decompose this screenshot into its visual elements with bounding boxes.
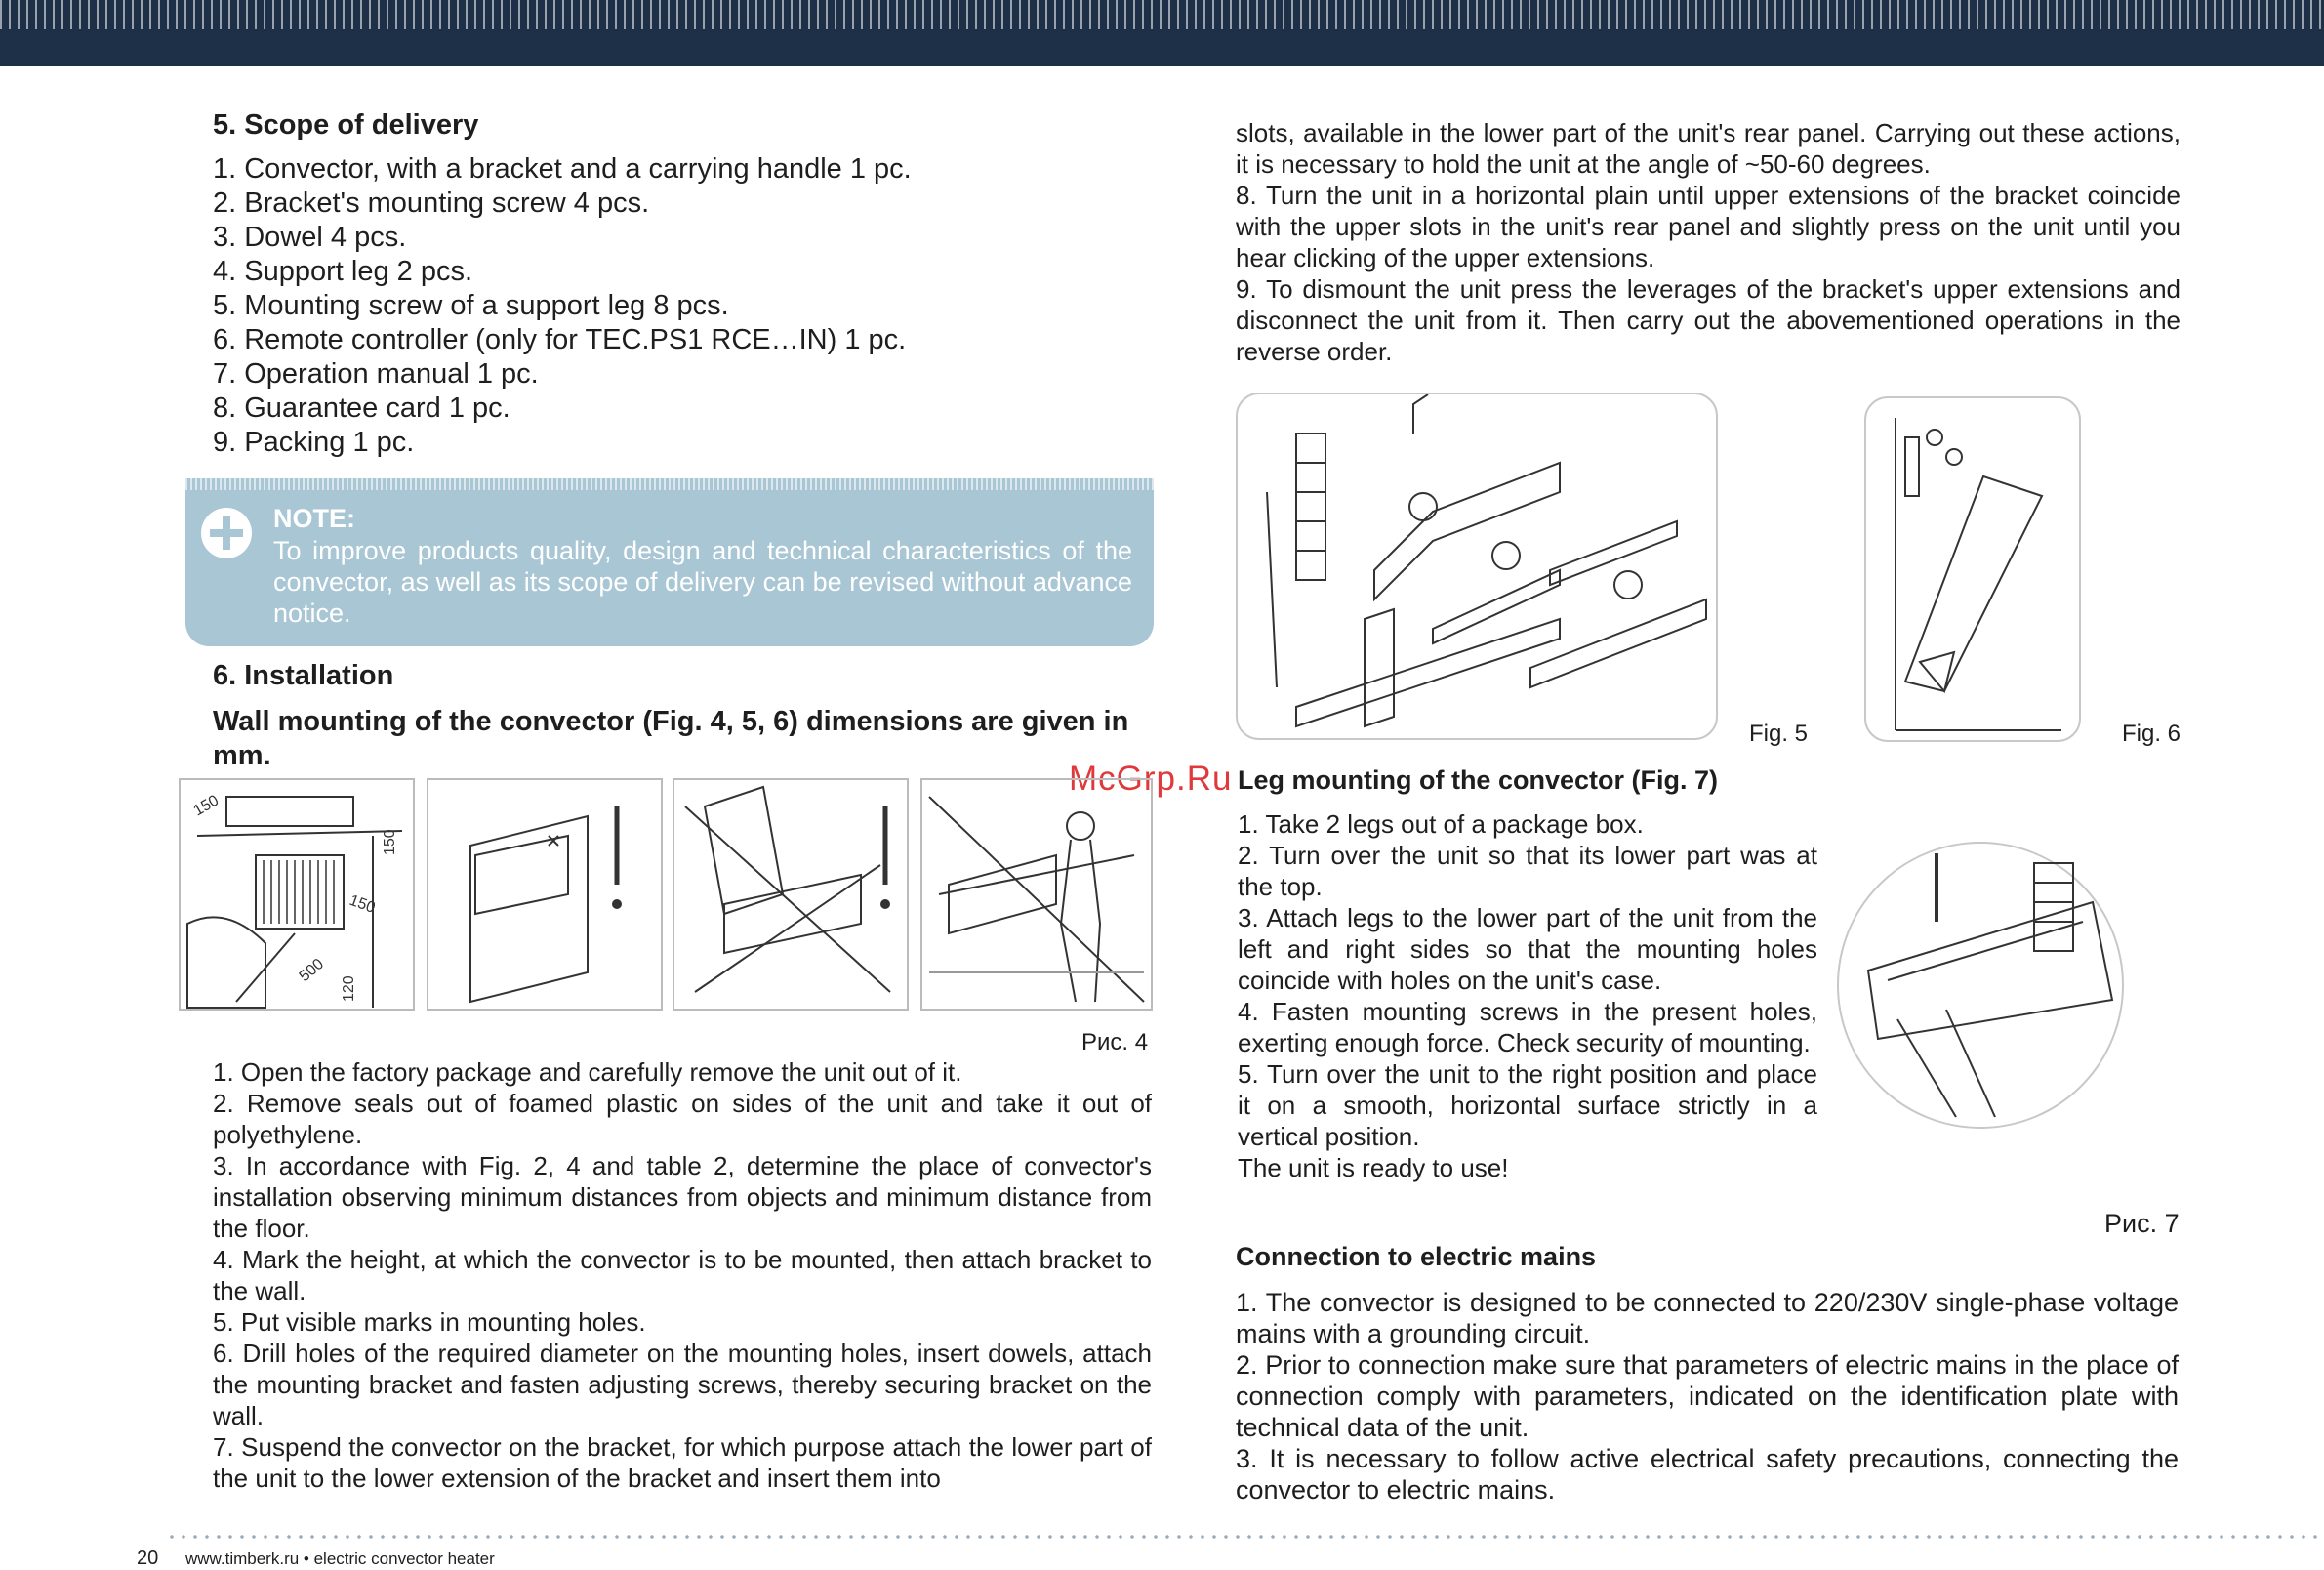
section6-subtitle: Wall mounting of the convector (Fig. 4, 5, 6) dimensions are given in mm. (213, 706, 1129, 771)
delivery-list (213, 152, 912, 460)
fig7-illustration (1837, 842, 2124, 1129)
step: 4. Mark the height, at which the convector is to be mounted, then attach bracket to the wall. (213, 1245, 1152, 1305)
step: 3. It is necessary to follow active electrical safety precautions, connecting the convector to electric mains. (1236, 1444, 2179, 1505)
list-item: 4. Support leg 2 pcs. (213, 256, 472, 287)
plus-icon (201, 508, 252, 558)
list-item: 3. Dowel 4 pcs. (213, 222, 407, 253)
dimension-label: 120 (341, 975, 357, 1002)
step: 3. In accordance with Fig. 2, 4 and table 2, determine the place of convector's installation observing minimum distances from objects and minimum distance from the floor. (213, 1151, 1152, 1243)
step: 2. Prior to connection make sure that parameters of electric mains in the place of connection comply with parameters, indicated on the identification plate with technical data of the unit. (1236, 1350, 2179, 1442)
installation-steps-continued (1236, 117, 2181, 367)
note-text: To improve products quality, design and technical characteristics of the convector, as well as its scope of delivery can be revised without advance notice. (273, 536, 1132, 628)
section5-title: 5. Scope of delivery (213, 109, 479, 141)
step: 9. To dismount the unit press the leverages of the bracket's upper extensions and disconnect the unit from it. Then carry out the abovementioned operations in the reverse order. (1236, 274, 2181, 366)
list-item: 7. Operation manual 1 pc. (213, 358, 539, 390)
list-item: 5. Mounting screw of a support leg 8 pcs. (213, 290, 729, 321)
step: 6. Drill holes of the required diameter on the mounting holes, insert dowels, attach the mounting bracket and fasten adjusting screws, thereby securing bracket on the wall. (213, 1339, 1152, 1430)
dimension-label: 500 (296, 955, 328, 986)
leg-mounting-steps (1238, 808, 1817, 1183)
step: 5. Put visible marks in mounting holes. (213, 1307, 646, 1337)
section6-title: 6. Installation (213, 660, 394, 691)
fig4-illustration (178, 777, 1154, 1012)
dimension-label: 150 (190, 792, 223, 820)
step: 7. Suspend the convector on the bracket, for which purpose attach the lower part of the unit to the lower extension of the bracket and insert them into (213, 1432, 1152, 1493)
step: The unit is ready to use! (1238, 1153, 1509, 1182)
step: 1. Take 2 legs out of a package box. (1238, 809, 1644, 839)
step: 2. Turn over the unit so that its lower part was at the top. (1238, 841, 1817, 901)
note-title: NOTE: (273, 504, 355, 533)
top-header-bar (0, 0, 2324, 66)
footer-text: www.timberk.ru • electric convector heater (185, 1549, 495, 1568)
leg-mounting-title: Leg mounting of the convector (Fig. 7) (1238, 765, 1718, 795)
list-item: 6. Remote controller (only for TEC.PS1 RCE…IN) 1 pc. (213, 324, 907, 355)
dimension-label: 150 (382, 829, 398, 855)
step: slots, available in the lower part of the unit's rear panel. Carrying out these actions, it is necessary to hold the unit at the angle of ~50-60 degrees. (1236, 118, 2181, 179)
fig6-label: Fig. 6 (2122, 721, 2181, 747)
step: 3. Attach legs to the lower part of the unit from the left and right sides so that the mounting holes coincide with holes on the unit's case. (1238, 903, 1817, 995)
step: 8. Turn the unit in a horizontal plain until upper extensions of the bracket coincide with the upper slots in the unit's rear panel and slightly press on the unit until you hear clicking of the upper extensions. (1236, 181, 2181, 272)
step: 1. Open the factory package and carefully remove the unit out of it. (213, 1057, 962, 1087)
fig4-label: Рис. 4 (1081, 1029, 1149, 1055)
note-box (185, 478, 1154, 646)
step: 2. Remove seals out of foamed plastic on sides of the unit and take it out of polyethylene. (213, 1089, 1152, 1149)
footer-divider (166, 1535, 2323, 1539)
list-item: 9. Packing 1 pc. (213, 427, 415, 458)
fig6-illustration (1864, 396, 2081, 742)
fig5-label: Fig. 5 (1749, 721, 1809, 747)
list-item: 2. Bracket's mounting screw 4 pcs. (213, 187, 650, 219)
fig5-illustration (1236, 392, 1718, 740)
installation-steps (213, 1056, 1152, 1494)
page-number: 20 (137, 1548, 159, 1569)
dimension-label: 150 (347, 891, 378, 917)
watermark: McGrp.Ru (1069, 760, 1233, 798)
list-item: 1. Convector, with a bracket and a carrying handle 1 pc. (213, 153, 912, 185)
step: 5. Turn over the unit to the right position and place it on a smooth, horizontal surface strictly in a vertical position. (1238, 1059, 1817, 1151)
step: 4. Fasten mounting screws in the present holes, exerting enough force. Check security of mounting. (1238, 997, 1817, 1057)
step: 1. The convector is designed to be connected to 220/230V single-phase voltage mains with a grounding circuit. (1236, 1288, 2179, 1348)
list-item: 8. Guarantee card 1 pc. (213, 392, 510, 424)
fig7-label: Рис. 7 (2104, 1209, 2180, 1238)
mains-title: Connection to electric mains (1236, 1242, 1597, 1271)
mains-steps (1236, 1287, 2179, 1506)
